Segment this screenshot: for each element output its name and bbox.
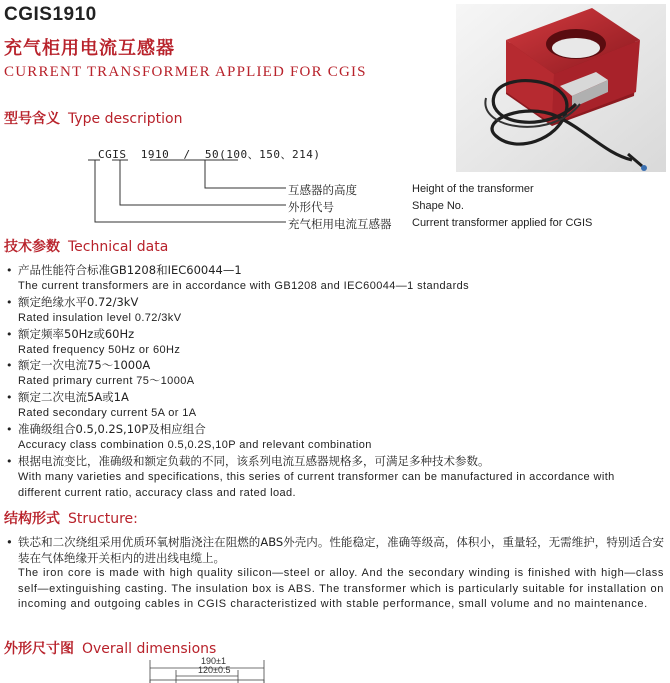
tech-item-varieties (4, 454, 634, 502)
tech-item-accuracy (4, 422, 634, 454)
structure-cn: 铁芯和二次绕组采用优质环氧树脂浇注在阻燃的ABS外壳内。性能稳定，准确等级高，体积小，重量轻，无需维护，特别适合安装在气体绝缘开关柜内的进出线电缆上。 (18, 535, 664, 565)
bullet-icon: • (6, 423, 13, 437)
legend-product-cn: 充气柜用电流互感器 (288, 217, 392, 231)
dimension-outer-width: 190±1 (201, 656, 226, 666)
tech-item-cn: 额定二次电流5A或1A (18, 390, 129, 405)
structure-heading-cn: 结构形式 (4, 511, 60, 527)
tech-item-cn: 根据电流变比，准确级和额定负载的不同，该系列电流互感器规格多，可满足多种技术参数。 (18, 453, 490, 468)
legend-height-cn: 互感器的高度 (288, 183, 357, 197)
structure-description (4, 534, 664, 613)
code-separator: / (183, 148, 191, 161)
type-description-heading-cn: 型号含义 (4, 111, 60, 127)
technical-data-heading (4, 236, 168, 256)
structure-heading (4, 508, 138, 528)
bullet-icon: • (6, 327, 13, 341)
bullet-icon: • (6, 359, 13, 373)
legend-shape-cn: 外形代号 (288, 200, 334, 214)
technical-data-list (4, 263, 634, 502)
bullet-icon: • (6, 391, 13, 405)
legend-product-en: Current transformer applied for CGIS (412, 217, 593, 229)
code-prefix: CGIS (98, 148, 127, 161)
title-chinese: 充气柜用电流互感器 (4, 38, 175, 59)
technical-data-heading-cn: 技术参数 (4, 239, 60, 255)
legend-height-en: Height of the transformer (412, 183, 534, 195)
tech-item-cn: 产品性能符合标准GB1208和IEC60044—1 (18, 263, 242, 277)
type-description-heading-en: Type description (68, 111, 183, 127)
structure-heading-en: Structure: (68, 511, 138, 527)
tech-item-cn: 额定频率50Hz或60Hz (18, 326, 135, 341)
model-number: CGIS1910 (4, 4, 97, 25)
tech-item-en: Accuracy class combination 0.5,0.2S,10P and relevant combination (18, 438, 372, 451)
legend-shape-en: Shape No. (412, 200, 464, 212)
code-shape: 1910 (140, 148, 170, 161)
tech-item-en: Rated secondary current 5A or 1A (18, 407, 197, 420)
overall-dimensions-heading (4, 638, 216, 658)
structure-en: The iron core is made with high quality silicon—steel or alloy. And the secondary winding is finished with high—class self—extinguishing casting. The insulation box is ABS. The transformer which is particularly suitable for installation on incoming and outgoing cables in CGIS characteristized with stable performance, small volume and no maintenance. (18, 567, 664, 610)
tech-item-en: The current transformers are in accordance with GB1208 and IEC60044—1 standards (18, 279, 470, 292)
bullet-icon: • (6, 295, 13, 309)
code-height: 50(100、150、214) (204, 148, 321, 161)
title-english: CURRENT TRANSFORMER APPLIED FOR CGIS (4, 64, 367, 80)
overall-dimensions-heading-en: Overall dimensions (82, 641, 217, 657)
overall-dimensions-heading-cn: 外形尺寸图 (4, 641, 74, 657)
tech-item-primary-current (4, 358, 634, 390)
bullet-icon: • (6, 535, 13, 549)
tech-item-cn: 额定绝缘水平0.72/3kV (18, 294, 139, 309)
tech-item-en: Rated frequency 50Hz or 60Hz (18, 343, 181, 356)
tech-item-cn: 额定一次电流75～1000A (18, 358, 151, 373)
structure-item (4, 534, 664, 613)
tech-item-frequency (4, 327, 634, 359)
technical-data-heading-en: Technical data (68, 239, 169, 255)
bullet-icon: • (6, 454, 13, 468)
tech-item-en: Rated primary current 75～1000A (18, 375, 195, 388)
dimension-inner-width: 120±0.5 (198, 665, 231, 675)
tech-item-standards (4, 263, 634, 295)
tech-item-en: Rated insulation level 0.72/3kV (18, 311, 182, 324)
code-leader-lines (0, 0, 670, 240)
tech-item-en: With many varieties and specifications, this series of current transformer can be manufactured in accordance with different current ratio, accuracy class and rated load. (18, 470, 615, 499)
tech-item-cn: 准确级组合0.5,0.2S,10P及相应组合 (18, 422, 206, 437)
tech-item-secondary-current (4, 390, 634, 422)
tech-item-insulation (4, 295, 634, 327)
bullet-icon: • (6, 264, 13, 277)
